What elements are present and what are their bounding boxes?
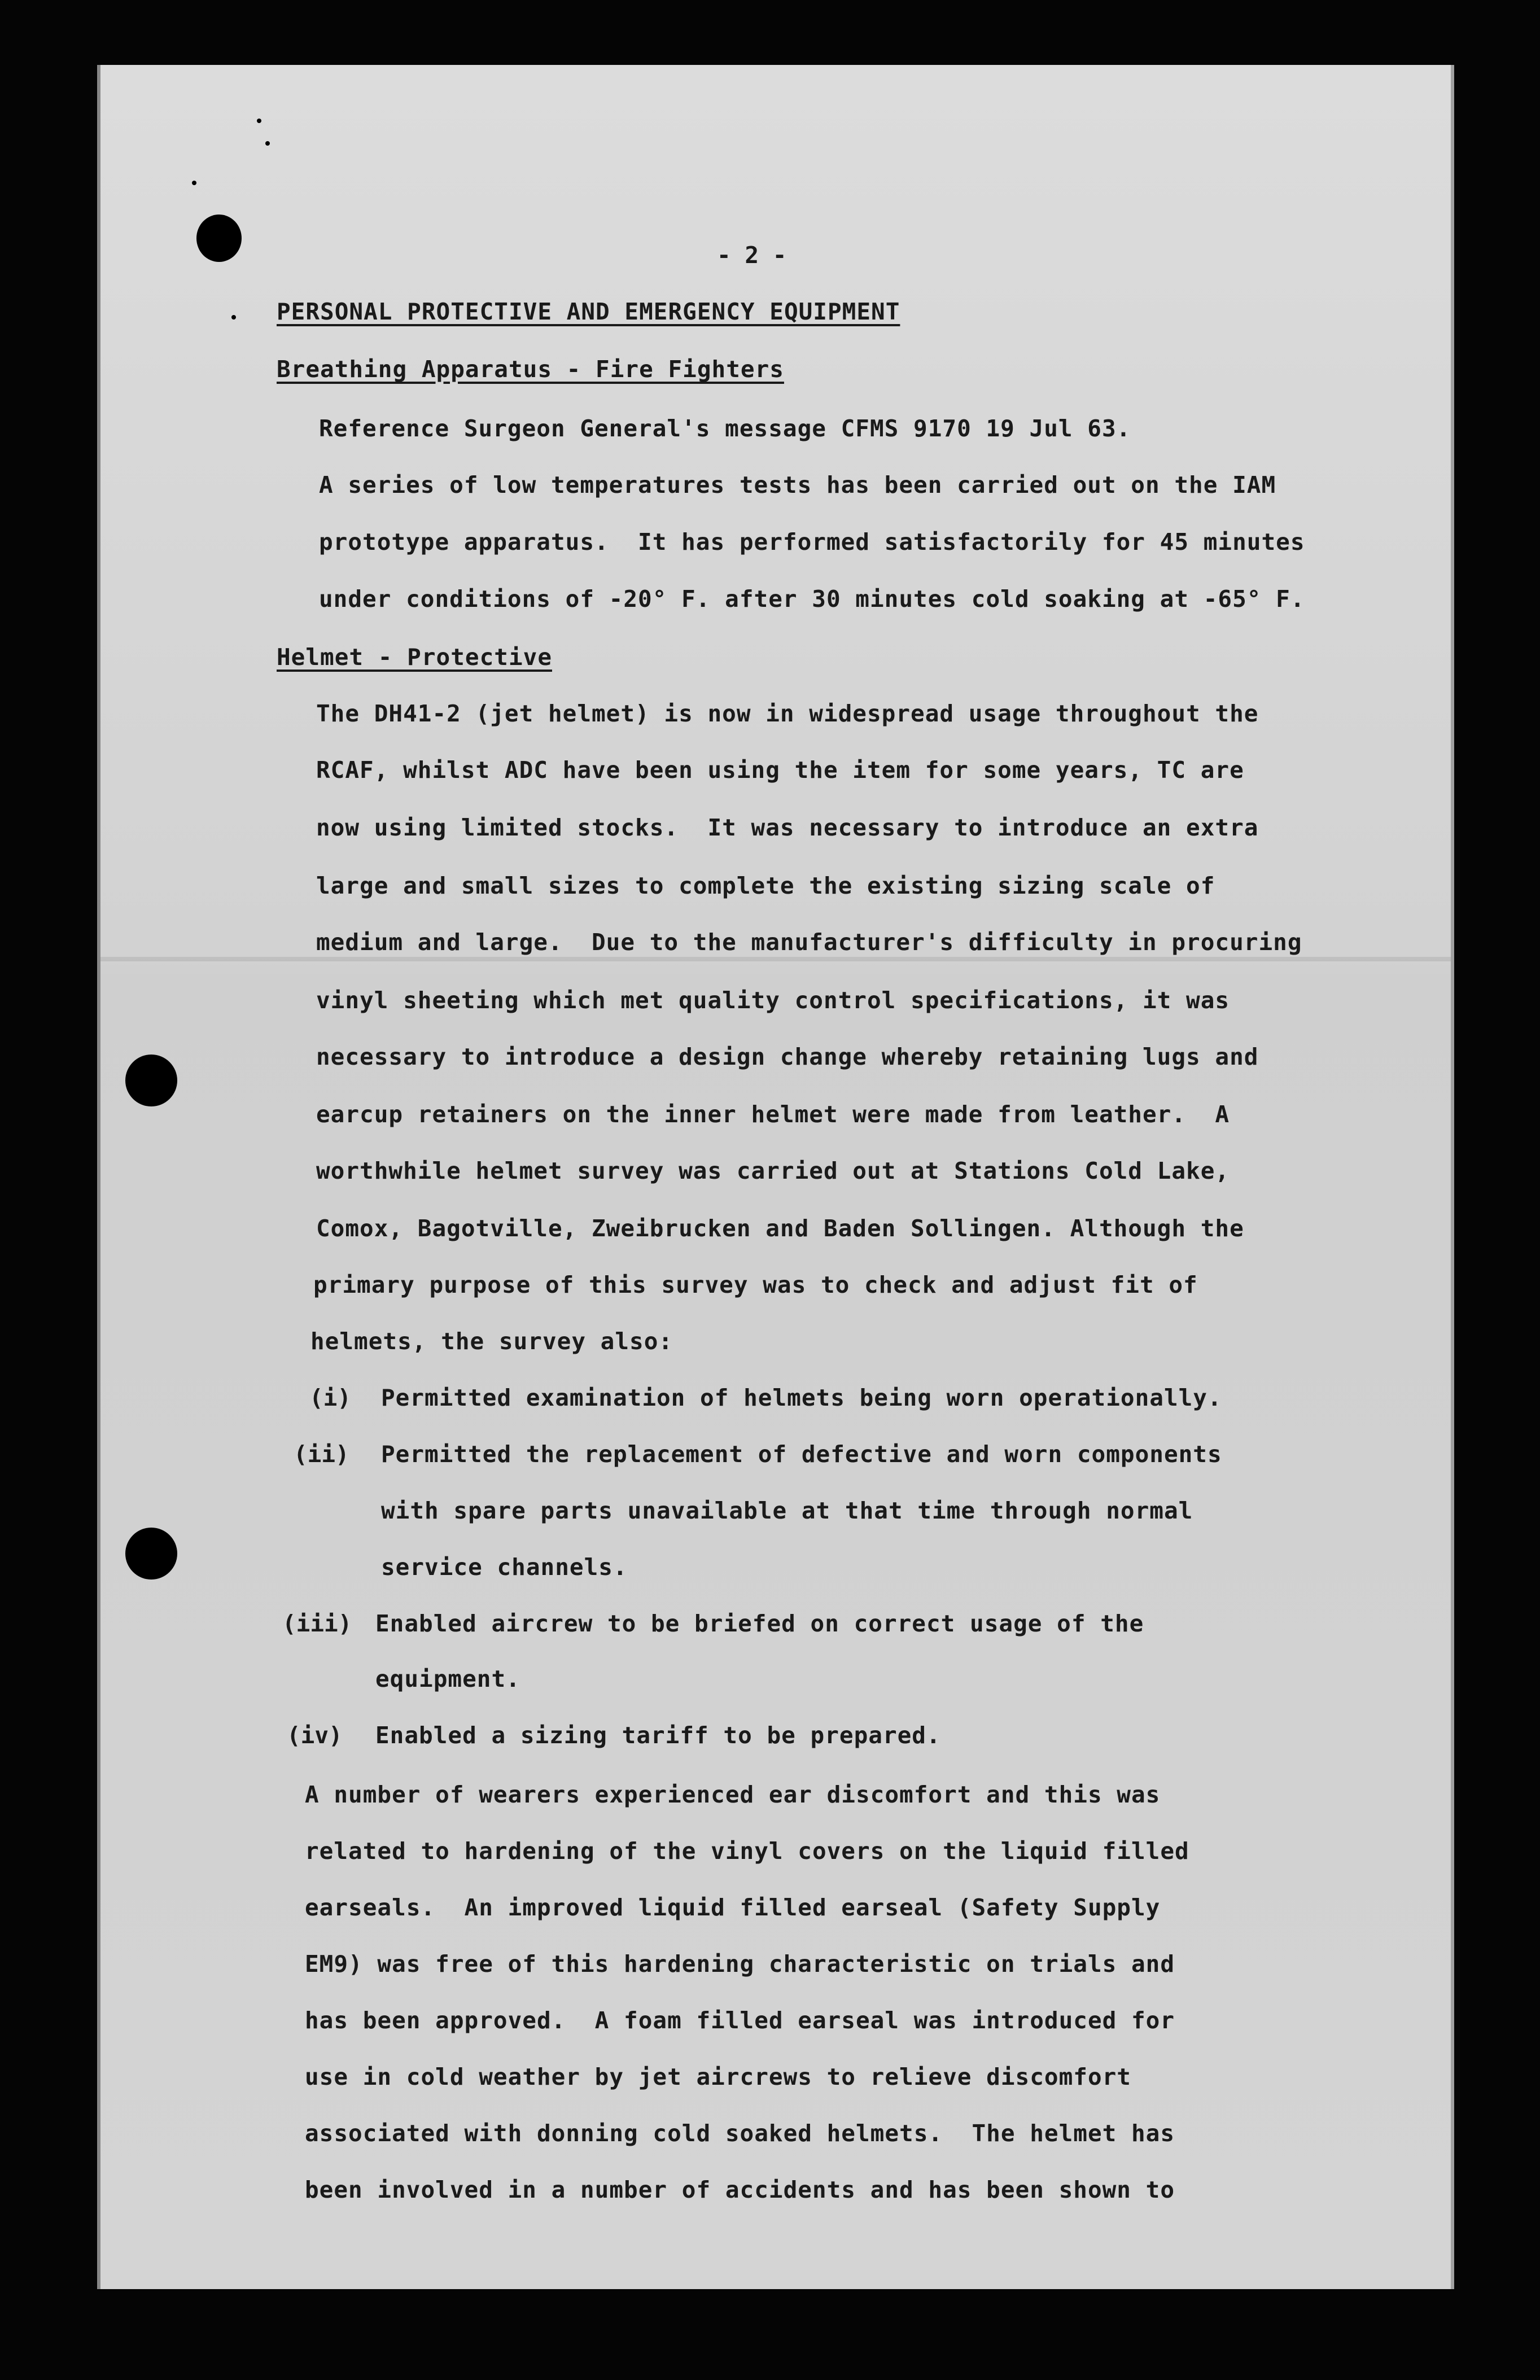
text-line: A number of wearers experienced ear discomfort and this was [305,1781,1161,1808]
page-number: - 2 - [717,242,787,269]
subheading-breathing-apparatus: Breathing Apparatus - Fire Fighters [277,356,784,383]
list-number: (i) [309,1384,352,1411]
punch-hole-bottom [125,1528,177,1580]
list-item: service channels. [381,1554,628,1581]
text-line: earcup retainers on the inner helmet were made from leather. A [316,1101,1230,1128]
text-line: worthwhile helmet survey was carried out at Stations Cold Lake, [316,1157,1230,1184]
subheading-helmet-protective: Helmet - Protective [277,644,552,671]
text-line: large and small sizes to complete the existing sizing scale of [316,872,1215,899]
text-line: been involved in a number of accidents and has been shown to [305,2176,1175,2203]
list-item: equipment. [375,1665,520,1692]
text-line: medium and large. Due to the manufacturer's difficulty in procuring [316,929,1302,956]
page-fold [100,957,1451,961]
list-item: Enabled a sizing tariff to be prepared. [375,1722,941,1749]
text-line: associated with donning cold soaked helmets. The helmet has [305,2120,1175,2147]
section-heading-main: PERSONAL PROTECTIVE AND EMERGENCY EQUIPMENT [277,298,900,325]
punch-hole-top [196,215,242,262]
text-line: RCAF, whilst ADC have been using the item for some years, TC are [316,756,1244,784]
list-number: (iv) [287,1722,343,1749]
list-item: Permitted the replacement of defective and worn components [381,1441,1222,1468]
text-line: helmets, the survey also: [310,1328,673,1355]
text-line: Comox, Bagotville, Zweibrucken and Baden Sollingen. Although the [316,1215,1244,1242]
list-item: with spare parts unavailable at that time through normal [381,1497,1193,1524]
punch-hole-middle [125,1055,177,1106]
text-line: primary purpose of this survey was to check and adjust fit of [313,1271,1198,1298]
text-line: earseals. An improved liquid filled earseal (Safety Supply [305,1894,1161,1921]
text-line: now using limited stocks. It was necessary to introduce an extra [316,814,1259,841]
speck [192,181,196,185]
speck [231,315,236,320]
list-item: Permitted examination of helmets being worn operationally. [381,1384,1222,1411]
text-line: necessary to introduce a design change whereby retaining lugs and [316,1043,1259,1070]
text-line: EM9) was free of this hardening characteristic on trials and [305,1950,1175,1978]
text-line: related to hardening of the vinyl covers on the liquid filled [305,1838,1189,1865]
speck [257,119,261,123]
text-line: A series of low temperatures tests has been carried out on the IAM [319,471,1276,498]
text-line: under conditions of -20° F. after 30 minutes cold soaking at -65° F. [319,585,1305,613]
list-item: Enabled aircrew to be briefed on correct usage of the [375,1610,1144,1637]
text-line: The DH41-2 (jet helmet) is now in widespread usage throughout the [316,700,1259,727]
text-line: prototype apparatus. It has performed satisfactorily for 45 minutes [319,528,1305,555]
list-number: (iii) [282,1610,352,1637]
text-line: Reference Surgeon General's message CFMS 9170 19 Jul 63. [319,415,1131,442]
list-number: (ii) [294,1441,349,1468]
speck [265,141,270,146]
text-line: use in cold weather by jet aircrews to relieve discomfort [305,2063,1131,2090]
text-line: has been approved. A foam filled earseal was introduced for [305,2007,1175,2034]
text-line: vinyl sheeting which met quality control specifications, it was [316,987,1230,1014]
